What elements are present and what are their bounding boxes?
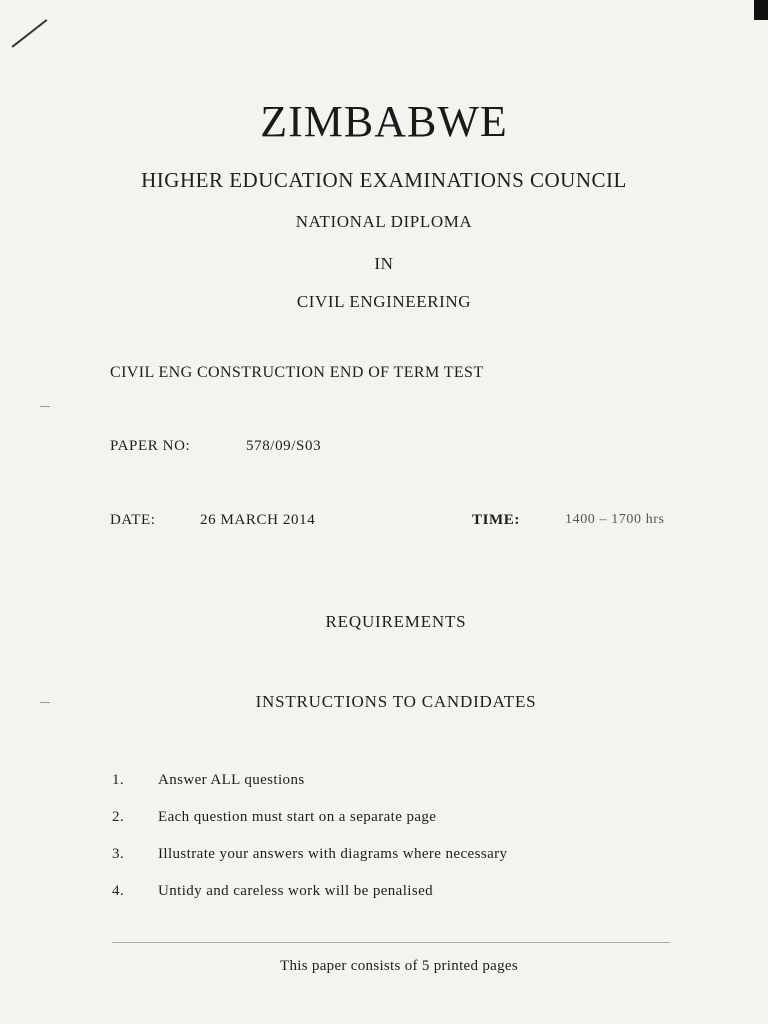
in-line: IN: [374, 254, 394, 273]
instructions-list: [110, 772, 670, 920]
item-text: Answer ALL questions: [158, 772, 305, 788]
country-title: ZIMBABWE: [260, 97, 508, 146]
requirements-heading: REQUIREMENTS: [325, 612, 467, 631]
date-label: DATE:: [110, 512, 156, 528]
page-count-note: This paper consists of 5 printed pages: [279, 958, 519, 974]
scan-speck: [40, 406, 50, 407]
date-value: 26 MARCH 2014: [200, 512, 316, 528]
item-number: 1.: [112, 772, 125, 788]
list-item: [110, 772, 670, 809]
test-title: CIVIL ENG CONSTRUCTION END OF TERM TEST: [110, 364, 484, 381]
council-name: HIGHER EDUCATION EXAMINATIONS COUNCIL: [141, 168, 627, 192]
item-number: 2.: [112, 809, 125, 825]
item-text: Untidy and careless work will be penalised: [158, 883, 434, 899]
time-label: TIME:: [472, 512, 520, 528]
footer-divider: [112, 942, 670, 943]
diploma-line: NATIONAL DIPLOMA: [295, 212, 473, 231]
list-item: [110, 846, 670, 883]
item-number: 4.: [112, 883, 125, 899]
scan-edge-mark: [754, 0, 768, 20]
list-item: [110, 883, 670, 920]
paper-no-value: 578/09/S03: [246, 438, 322, 454]
pen-mark: [12, 19, 48, 47]
item-number: 3.: [112, 846, 125, 862]
time-value: 1400 – 1700 hrs: [565, 512, 665, 527]
item-text: Each question must start on a separate page: [158, 809, 437, 825]
course-name: CIVIL ENGINEERING: [296, 292, 472, 311]
paper-no-label: PAPER NO:: [110, 438, 191, 454]
item-text: Illustrate your answers with diagrams where necessary: [158, 846, 508, 862]
list-item: [110, 809, 670, 846]
instructions-heading: INSTRUCTIONS TO CANDIDATES: [255, 692, 537, 711]
